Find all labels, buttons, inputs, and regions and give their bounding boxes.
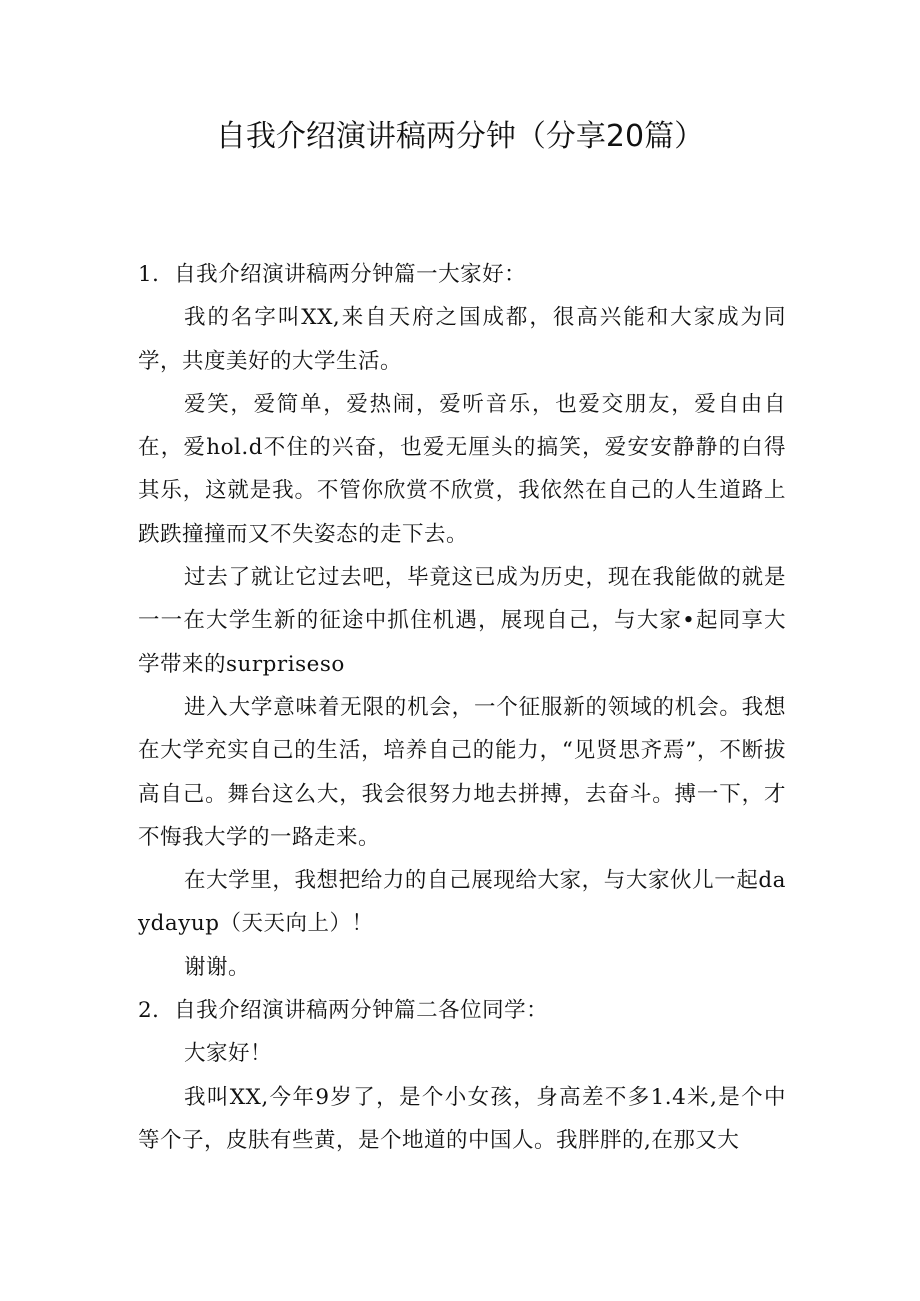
document-title: 自我介绍演讲稿两分钟（分享20篇） (215, 119, 705, 154)
section-heading-1: 1．自我介绍演讲稿两分钟篇一大家好： (138, 262, 527, 287)
paragraph: 在大学里，我想把给力的自己展现给大家，与大家伙儿一起daydayup（天天向上）！ (138, 868, 786, 937)
document-body (138, 253, 786, 1162)
paragraph: 大家好！ (184, 1041, 273, 1067)
paragraph: 我的名字叫XX,来自天府之国成都，很高兴能和大家成为同学，共度美好的大学生活。 (138, 305, 786, 374)
paragraph: 爱笑，爱简单，爱热闹，爱听音乐，也爱交朋友，爱自由自在，爱hol.d不住的兴奋，也爱无厘头的搞笑，爱安安静静的白得其乐，这就是我。不管你欣赏不欣赏，我依然在自己的人生道路上跌跌撞撞而又不失姿态的走下去。 (138, 391, 786, 547)
paragraph: 进入大学意味着无限的机会，一个征服新的领域的机会。我想在大学充实自己的生活，培养自己的能力，“见贤思齐焉”，不断拔高自己。舞台这么大，我会很努力地去拼搏，去奋斗。搏一下，才不悔我大学的一路走来。 (138, 694, 786, 850)
paragraph: 过去了就让它过去吧，毕竟这已成为历史，现在我能做的就是一一在大学生新的征途中抓住机遇，展现自己，与大家•起同享大学带来的surpriseso (138, 565, 786, 677)
section-heading-2: 2．自我介绍演讲稿两分钟篇二各位同学： (138, 998, 549, 1024)
paragraph: 我叫XX,今年9岁了，是个小女孩，身高差不多1.4米,是个中等个子，皮肤有些黄，是个地道的中国人。我胖胖的,在那又大 (138, 1084, 786, 1153)
paragraph: 谢谢。 (184, 954, 251, 980)
